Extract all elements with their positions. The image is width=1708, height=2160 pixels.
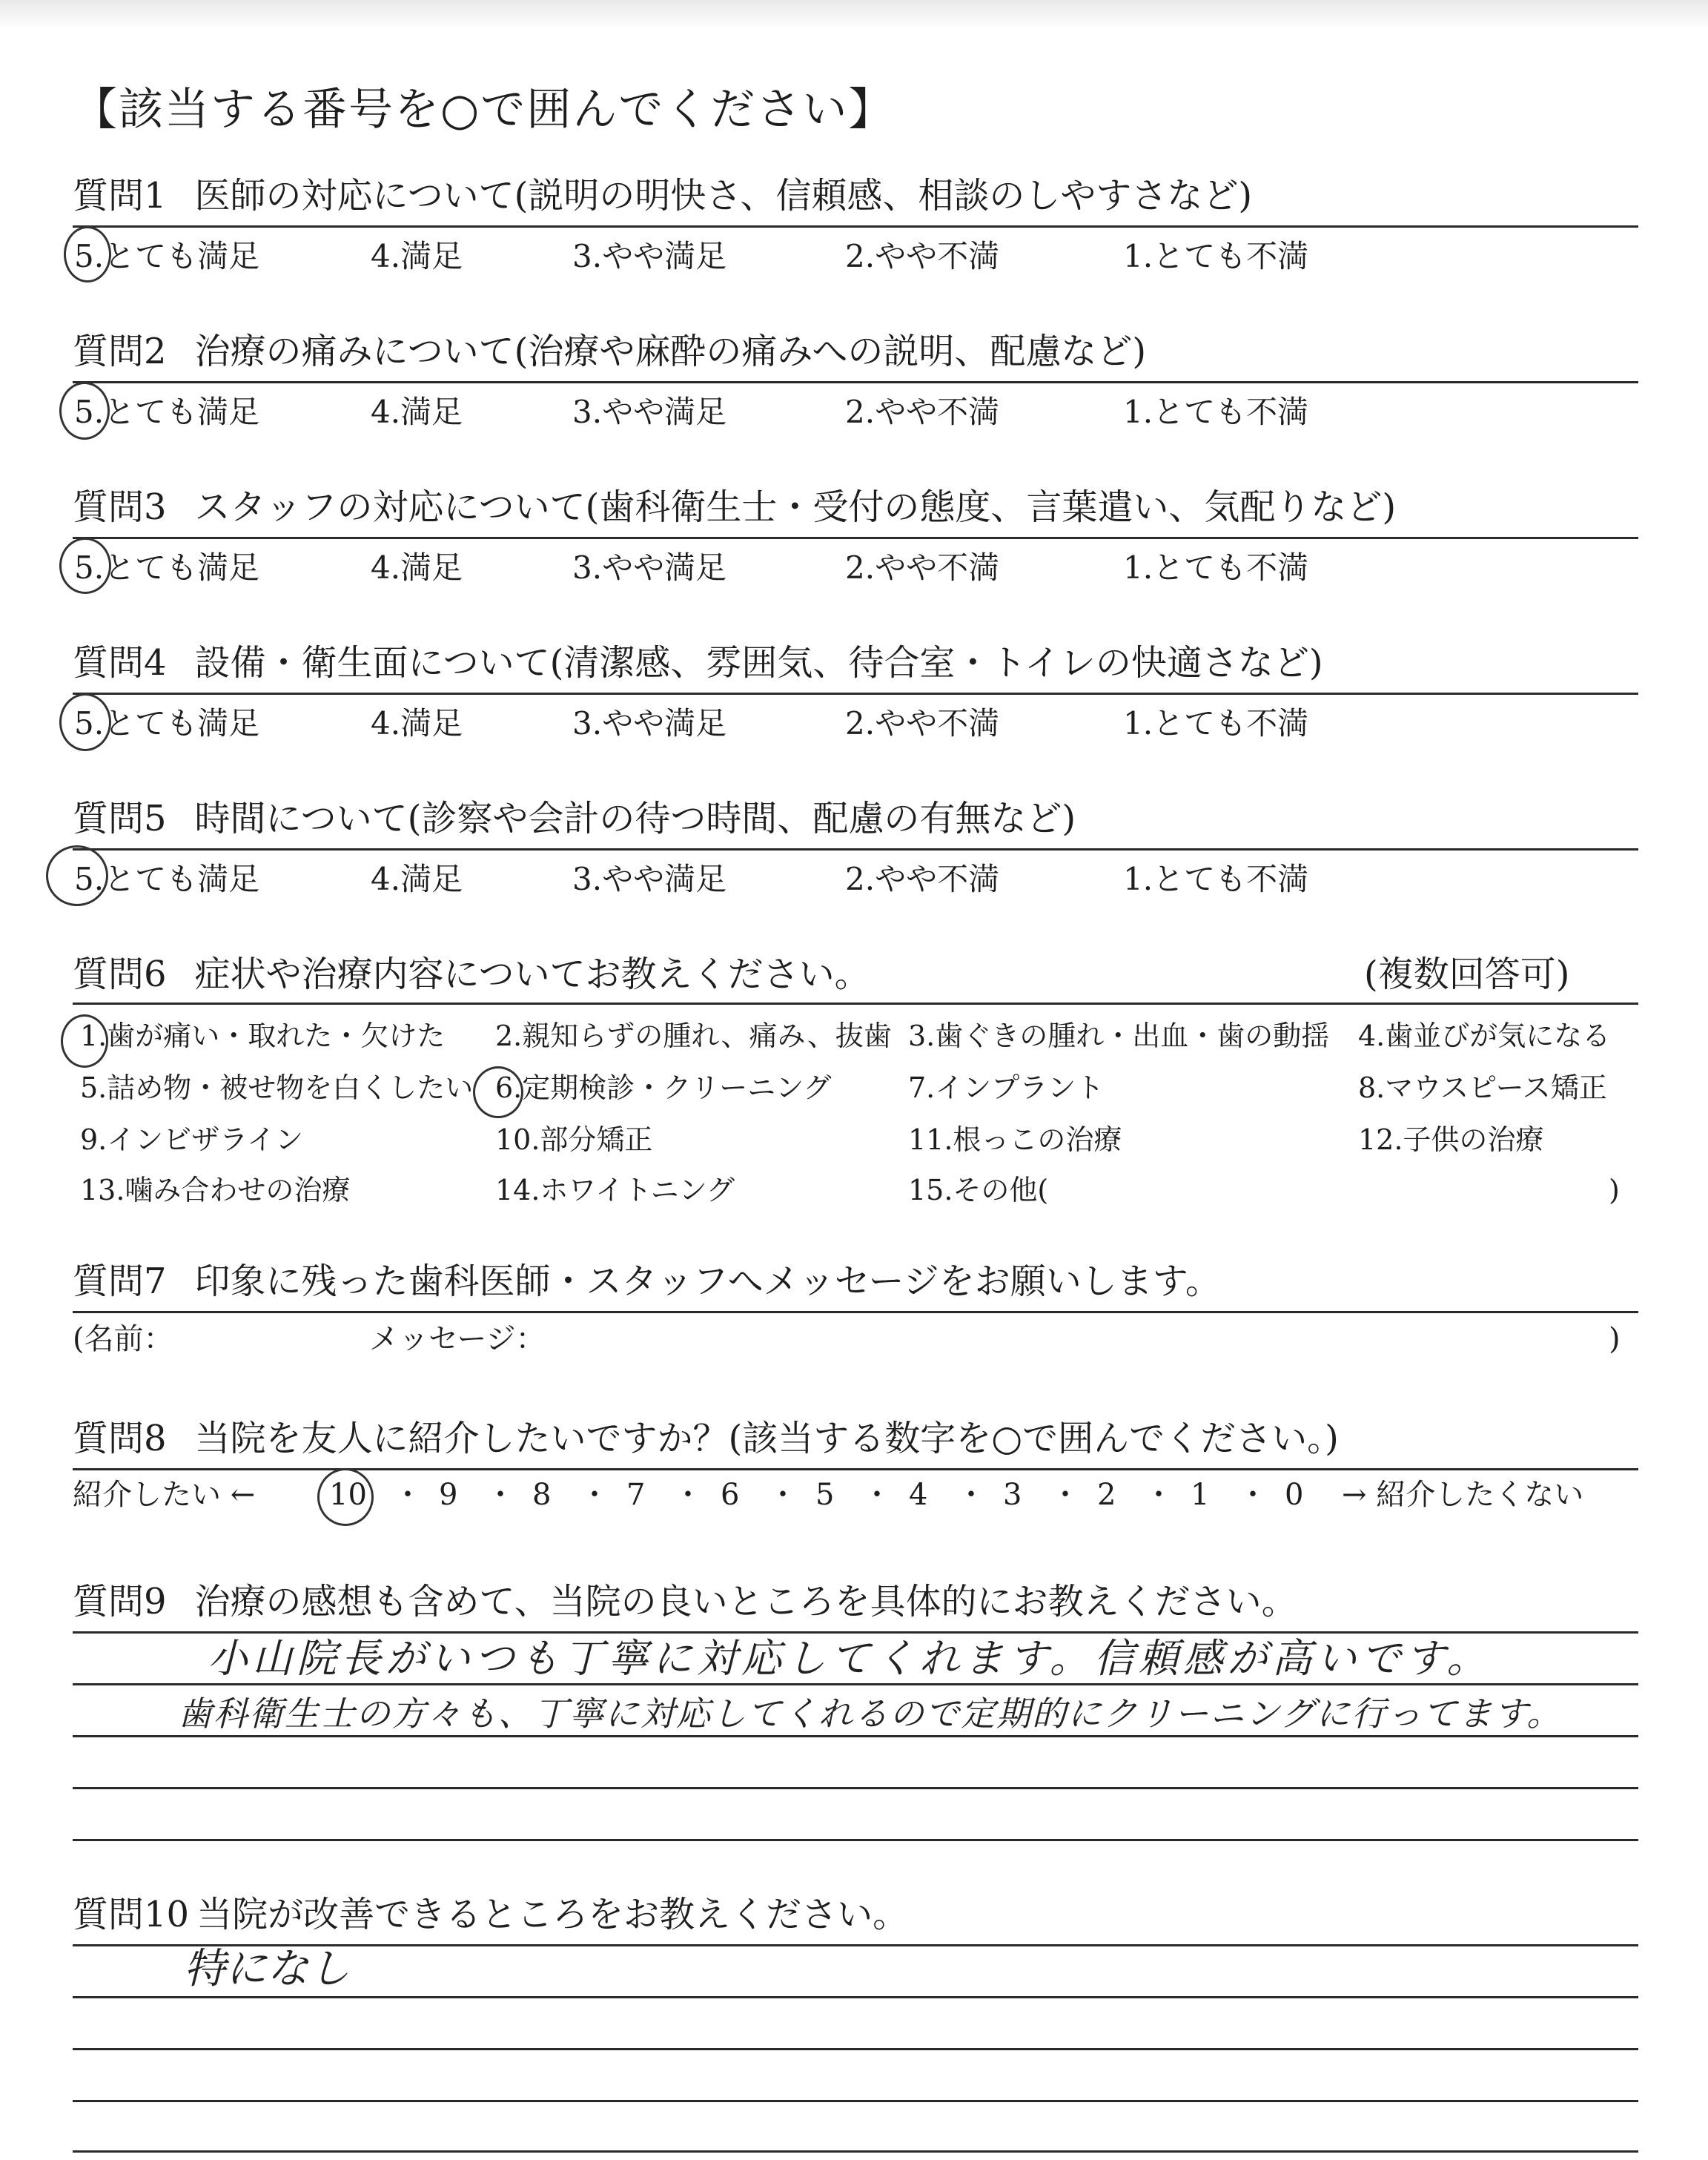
symptom-option-3[interactable]: 3.歯ぐきの腫れ・出血・歯の動揺	[908, 1020, 1330, 1052]
question-number: 質問4	[73, 642, 167, 684]
symptom-option-2[interactable]: 2.親知らずの腫れ、痛み、抜歯	[495, 1020, 892, 1052]
scale-dot: ・	[768, 1478, 798, 1512]
question-5-rule	[73, 848, 1638, 851]
scale-dot: ・	[1238, 1478, 1268, 1512]
question-number: 質問8	[73, 1418, 167, 1459]
handwritten-answer-line-1: 特になし	[184, 1945, 350, 1993]
rating-option-5[interactable]: 5.とても満足	[74, 238, 260, 274]
recommend-right-label: → 紹介したくない	[1342, 1478, 1584, 1512]
name-label: (名前：	[73, 1322, 173, 1356]
question-text: 治療の感想も含めて、当院の良いところを具体的にお教えください。	[194, 1581, 1297, 1622]
rating-option-3[interactable]: 3.やや満足	[572, 238, 727, 274]
rating-option-1[interactable]: 1.とても不満	[1123, 549, 1309, 586]
rating-option-3[interactable]: 3.やや満足	[572, 549, 727, 586]
question-text: 医師の対応について(説明の明快さ、信頼感、相談のしやすさなど)	[194, 175, 1253, 217]
question-6-rule	[73, 1003, 1638, 1005]
symptom-option-8[interactable]: 8.マウスピース矯正	[1358, 1071, 1607, 1104]
scale-dot: ・	[956, 1478, 986, 1512]
question-8-rule	[73, 1468, 1638, 1470]
rating-option-2[interactable]: 2.やや不満	[845, 394, 1000, 430]
recommend-left-label: 紹介したい ←	[73, 1478, 256, 1512]
question-text: 設備・衛生面について(清潔感、雰囲気、待合室・トイレの快適さなど)	[194, 642, 1323, 684]
symptom-option-15-other[interactable]: 15.その他(	[908, 1174, 1049, 1206]
symptom-option-10[interactable]: 10.部分矯正	[495, 1123, 653, 1156]
question-3-rule	[73, 537, 1638, 539]
rating-option-5[interactable]: 5.とても満足	[74, 549, 260, 586]
message-label: メッセージ：	[369, 1322, 546, 1356]
question-6-heading	[73, 954, 870, 995]
scale-dot: ・	[862, 1478, 892, 1512]
scale-dot: ・	[1050, 1478, 1080, 1512]
rating-option-4[interactable]: 4.満足	[371, 238, 463, 274]
scale-6[interactable]: 6	[721, 1478, 740, 1512]
rating-option-1[interactable]: 1.とても不満	[1123, 705, 1309, 742]
symptom-option-5[interactable]: 5.詰め物・被せ物を白くしたい	[80, 1071, 474, 1104]
rating-option-3[interactable]: 3.やや満足	[572, 861, 727, 897]
question-text: 印象に残った歯科医師・スタッフへメッセージをお願いします。	[194, 1261, 1221, 1302]
other-close-paren: )	[1609, 1174, 1620, 1206]
scale-dot: ・	[1144, 1478, 1174, 1512]
handwritten-answer-line-2: 歯科衛生士の方々も、丁寧に対応してくれるので定期的にクリーニングに行ってます。	[178, 1694, 1563, 1734]
rating-option-2[interactable]: 2.やや不満	[845, 705, 1000, 742]
scale-dot: ・	[580, 1478, 609, 1512]
rating-option-4[interactable]: 4.満足	[371, 705, 463, 742]
symptom-option-9[interactable]: 9.インビザライン	[80, 1123, 304, 1156]
form-title: 【該当する番号を○で囲んでください】	[73, 84, 895, 136]
question-7-rule	[73, 1311, 1638, 1313]
scale-dot: ・	[673, 1478, 703, 1512]
scale-3[interactable]: 3	[1003, 1478, 1022, 1512]
question-number: 質問6	[73, 954, 167, 995]
scale-dot: ・	[393, 1478, 423, 1512]
rating-option-5[interactable]: 5.とても満足	[74, 705, 260, 742]
question-1-rule	[73, 225, 1638, 228]
scale-2[interactable]: 2	[1097, 1478, 1116, 1512]
question-3-heading	[73, 486, 1397, 528]
scale-0[interactable]: 0	[1285, 1478, 1304, 1512]
symptom-option-4[interactable]: 4.歯並びが気になる	[1358, 1020, 1611, 1052]
question-10-heading	[73, 1894, 909, 1935]
question-text: 当院を友人に紹介したいですか？(該当する数字を○で囲んでください。)	[194, 1418, 1339, 1459]
scale-5[interactable]: 5	[815, 1478, 835, 1512]
scale-9[interactable]: 9	[439, 1478, 458, 1512]
question-number: 質問3	[73, 486, 167, 528]
question-number: 質問7	[73, 1261, 167, 1302]
answer-line	[73, 2048, 1638, 2050]
question-2-heading	[73, 331, 1147, 372]
scale-10[interactable]: 10	[329, 1478, 367, 1512]
symptom-option-7[interactable]: 7.インプラント	[908, 1071, 1105, 1104]
question-text: 治療の痛みについて(治療や麻酔の痛みへの説明、配慮など)	[194, 331, 1147, 372]
rating-option-3[interactable]: 3.やや満足	[572, 394, 727, 430]
answer-line	[73, 1683, 1638, 1685]
answer-line	[73, 1996, 1638, 1998]
answer-line	[73, 1735, 1638, 1737]
symptom-option-1[interactable]: 1.歯が痛い・取れた・欠けた	[80, 1020, 446, 1052]
question-number: 質問9	[73, 1581, 167, 1622]
question-8-heading	[73, 1418, 1339, 1459]
scale-4[interactable]: 4	[909, 1478, 928, 1512]
answer-line	[73, 2100, 1638, 2102]
symptom-option-6[interactable]: 6.定期検診・クリーニング	[495, 1071, 832, 1104]
question-text: 症状や治療内容についてお教えください。	[194, 954, 870, 995]
answer-line	[73, 1787, 1638, 1789]
question-number: 質問2	[73, 331, 167, 372]
rating-option-4[interactable]: 4.満足	[371, 549, 463, 586]
answer-line	[73, 2150, 1638, 2153]
rating-option-2[interactable]: 2.やや不満	[845, 238, 1000, 274]
rating-option-4[interactable]: 4.満足	[371, 394, 463, 430]
rating-option-1[interactable]: 1.とても不満	[1123, 394, 1309, 430]
symptom-option-14[interactable]: 14.ホワイトニング	[495, 1174, 735, 1206]
question-2-rule	[73, 381, 1638, 383]
scan-top-shadow	[0, 0, 1708, 30]
rating-option-3[interactable]: 3.やや満足	[572, 705, 727, 742]
rating-option-5[interactable]: 5.とても満足	[74, 394, 260, 430]
scale-8[interactable]: 8	[532, 1478, 552, 1512]
question-number: 質問10	[73, 1894, 190, 1935]
question-9-heading	[73, 1581, 1297, 1622]
question-1-heading	[73, 175, 1253, 217]
multiple-answers-note: (複数回答可)	[1364, 954, 1570, 995]
scale-7[interactable]: 7	[626, 1478, 646, 1512]
answer-line	[73, 1839, 1638, 1841]
question-text: 時間について(診察や会計の待つ時間、配慮の有無など)	[194, 798, 1076, 839]
question-text: スタッフの対応について(歯科衛生士・受付の態度、言葉遣い、気配りなど)	[194, 486, 1397, 528]
rating-option-1[interactable]: 1.とても不満	[1123, 861, 1309, 897]
question-text: 当院が改善できるところをお教えください。	[196, 1894, 909, 1935]
answer-line	[73, 1631, 1638, 1634]
scale-dot: ・	[486, 1478, 515, 1512]
symptom-option-13[interactable]: 13.噛み合わせの治療	[80, 1174, 351, 1206]
rating-option-2[interactable]: 2.やや不満	[845, 549, 1000, 586]
rating-option-4[interactable]: 4.満足	[371, 861, 463, 897]
rating-option-1[interactable]: 1.とても不満	[1123, 238, 1309, 274]
rating-option-2[interactable]: 2.やや不満	[845, 861, 1000, 897]
question-4-heading	[73, 642, 1323, 684]
symptom-option-11[interactable]: 11.根っこの治療	[908, 1123, 1122, 1156]
question-number: 質問1	[73, 175, 167, 217]
question-5-heading	[73, 798, 1076, 839]
handwritten-answer-line-1: 小山院長がいつも丁寧に対応してくれます。信頼感が高いです。	[208, 1635, 1492, 1682]
message-close-paren: )	[1609, 1322, 1621, 1356]
question-4-rule	[73, 693, 1638, 695]
question-number: 質問5	[73, 798, 167, 839]
question-7-heading	[73, 1261, 1221, 1302]
symptom-option-12[interactable]: 12.子供の治療	[1358, 1123, 1544, 1156]
rating-option-5[interactable]: 5.とても満足	[74, 861, 260, 897]
scale-1[interactable]: 1	[1191, 1478, 1210, 1512]
